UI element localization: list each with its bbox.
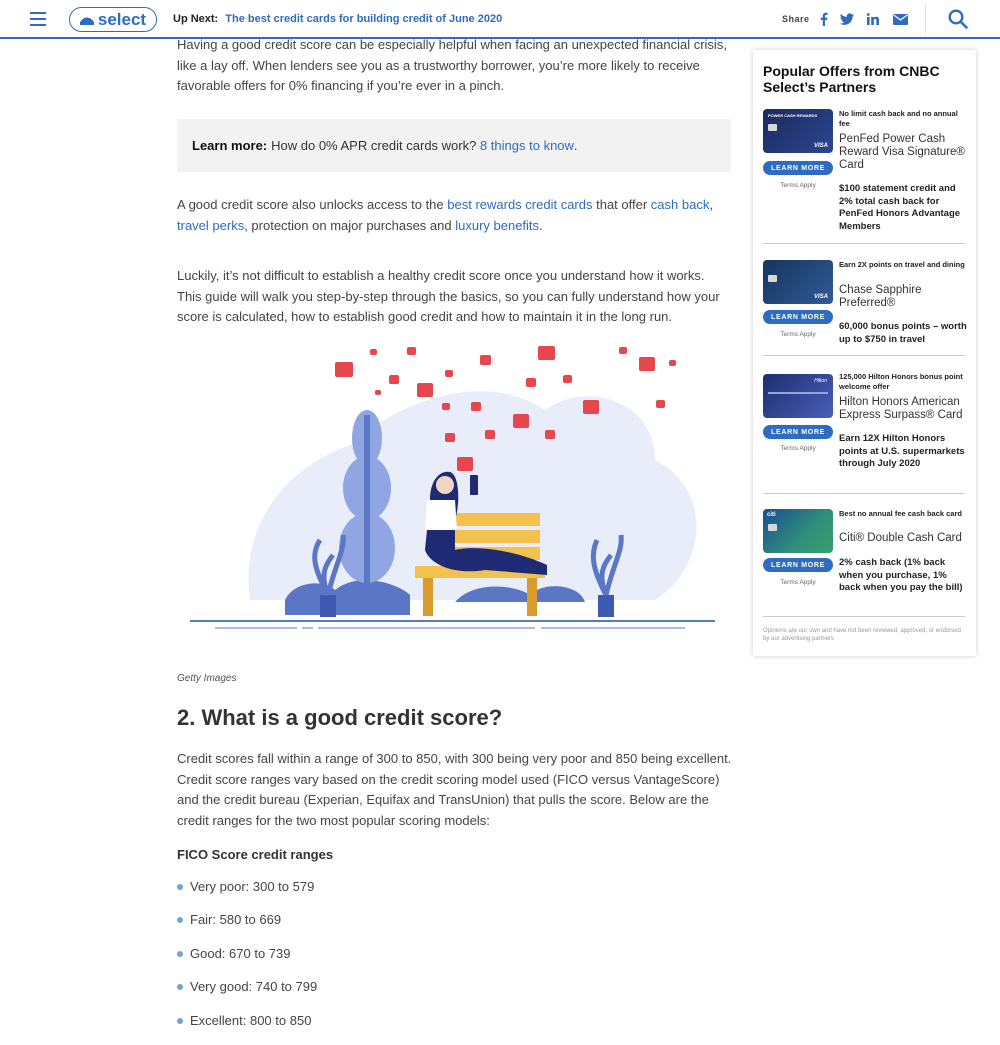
range-very-good: Very good: 740 to 799 [190, 979, 318, 994]
callout-end: . [573, 138, 578, 153]
search-icon[interactable] [948, 9, 968, 29]
offer-card-name[interactable]: PenFed Power Cash Reward Visa Signature® Card [839, 133, 965, 171]
offer-divider [763, 493, 965, 494]
p2-text-3: , [709, 197, 713, 212]
callout-label: Learn more: [192, 138, 268, 153]
card-image-citi[interactable] [763, 509, 833, 553]
paragraph-crisis: Having a good credit score can be especially helpful when facing an unexpected financial crisis, like a lay off. When lenders see you as a trustworthy borrower, you’re more likely to receive favorable offers for 0% financing if you’re ever in a pinch. [177, 37, 727, 93]
email-icon[interactable] [892, 12, 908, 26]
bullet-icon [177, 884, 183, 890]
card-text-penfed: POWER CASH REWARDS [768, 113, 818, 118]
twitter-icon[interactable] [840, 12, 854, 26]
bullet-icon [177, 951, 183, 957]
offer-card-name[interactable]: Chase Sapphire Preferred® [839, 284, 922, 309]
offer-divider [763, 616, 965, 617]
p2-text-5: . [539, 217, 543, 233]
offer-divider [763, 243, 965, 244]
bullet-icon [177, 984, 183, 990]
offer-card-name[interactable]: Hilton Honors American Express Surpass® Card [839, 396, 963, 421]
card-text-chase: VISA [813, 294, 828, 300]
link-travel-perks[interactable]: travel perks [177, 217, 245, 233]
link-best-rewards[interactable]: best rewards credit cards [447, 197, 593, 212]
paragraph-guide: Luckily, it’s not difficult to establish a healthy credit score once you understand how it works. This guide will walk you step-by-step through the basics, so you can fully understand how your score is calculated, how to establish good credit and how to maintain it in the long run. [177, 268, 720, 324]
up-next-link[interactable]: The best credit cards for building credit of June 2020 [225, 13, 503, 25]
logo-text: select [97, 9, 147, 29]
credit-score-illustration [185, 340, 720, 640]
learn-more-button[interactable]: LEARN MORE [763, 558, 833, 572]
chip-icon [768, 524, 777, 531]
bullet-icon [177, 917, 183, 923]
offer-tag: Best no annual fee cash back card [839, 509, 962, 518]
terms-apply-link[interactable]: Terms Apply [780, 579, 816, 586]
offer-tag: Earn 2X points on travel and dining [839, 260, 965, 269]
p2-text-1: A good credit score also unlocks access to the [177, 197, 448, 212]
terms-apply-link[interactable]: Terms Apply [780, 331, 816, 338]
card-image-hilton[interactable] [763, 374, 833, 418]
menu-icon[interactable] [30, 12, 46, 26]
link-luxury-benefits[interactable]: luxury benefits [455, 217, 540, 233]
sidebar-disclaimer: Opinions are our own and have not been reviewed, approved, or endorsed by our advertising partners [763, 628, 961, 642]
chip-icon [768, 124, 777, 131]
list-item [177, 946, 290, 961]
section-heading: 2. What is a good credit score? [177, 705, 503, 730]
paragraph-rewards [177, 195, 732, 236]
offer-bonus: $100 statement credit and 2% total cash back for PenFed Honors Advantage Members [839, 183, 961, 232]
learn-more-button[interactable]: LEARN MORE [763, 425, 833, 439]
paragraph-score-ranges: Credit scores fall within a range of 300 to 850, with 300 being very poor and 850 being excellent. Credit score ranges vary based on the credit scoring model used (FICO versus VantageScore) and the credit bureau (Experian, Equifax and TransUnion) that pulls the score. Below are the credit ranges for the two most popular scoring models: [177, 751, 732, 828]
link-cash-back[interactable]: cash back [650, 197, 710, 212]
facebook-icon[interactable] [816, 12, 830, 26]
offer-tag: No limit cash back and no annual fee [839, 109, 958, 128]
learn-more-button[interactable]: LEARN MORE [763, 310, 833, 324]
peacock-icon [80, 15, 94, 25]
partner-offers-sidebar [753, 50, 976, 656]
learn-more-button[interactable]: LEARN MORE [763, 161, 833, 175]
offer-bonus: 60,000 bonus points – worth up to $750 in travel [839, 321, 967, 345]
card-text-hilton: Hilton [814, 378, 827, 384]
list-item [177, 912, 281, 927]
header-divider [925, 5, 926, 33]
terms-apply-link[interactable]: Terms Apply [780, 445, 816, 452]
range-good: Good: 670 to 739 [190, 946, 291, 961]
list-item [177, 979, 317, 994]
terms-apply-link[interactable]: Terms Apply [780, 182, 816, 189]
offer-bonus: Earn 12X Hilton Honors points at U.S. supermarkets through July 2020 [839, 433, 965, 469]
bullet-icon [177, 1018, 183, 1024]
linkedin-icon[interactable] [866, 12, 880, 26]
offer-bonus: 2% cash back (1% back when you purchase, 1% back when you pay the bill) [839, 557, 963, 593]
card-image-chase[interactable] [763, 260, 833, 304]
list-item [177, 879, 314, 894]
card-stripe [768, 392, 828, 394]
list-item [177, 1013, 311, 1028]
select-logo[interactable] [69, 7, 157, 32]
sidebar-title: Popular Offers from CNBC Select’s Partners [763, 63, 940, 95]
learn-more-callout [177, 119, 731, 172]
image-caption: Getty Images [177, 673, 237, 684]
offer-divider [763, 355, 965, 356]
offer-card-name[interactable]: Citi® Double Cash Card [839, 532, 962, 544]
card-image-penfed[interactable] [763, 109, 833, 153]
chip-icon [768, 275, 777, 282]
range-excellent: Excellent: 800 to 850 [190, 1013, 312, 1028]
p2-text-4: , protection on major purchases and [244, 217, 456, 233]
range-very-poor: Very poor: 300 to 579 [190, 879, 315, 894]
callout-text: How do 0% APR credit cards work? [271, 138, 477, 153]
card-text-citi: citi [767, 512, 776, 518]
range-fair: Fair: 580 to 669 [190, 912, 282, 927]
p2-text-2: that offer [592, 197, 651, 212]
up-next-label: Up Next: [173, 13, 219, 25]
visa-logo: VISA [813, 143, 828, 149]
top-nav [0, 0, 1000, 39]
offer-tag: 125,000 Hilton Honors bonus point welcome offer [839, 372, 963, 391]
callout-link[interactable]: 8 things to know [479, 138, 574, 153]
share-label: Share [782, 14, 810, 24]
up-next [173, 13, 502, 25]
fico-subheading: FICO Score credit ranges [177, 847, 334, 862]
